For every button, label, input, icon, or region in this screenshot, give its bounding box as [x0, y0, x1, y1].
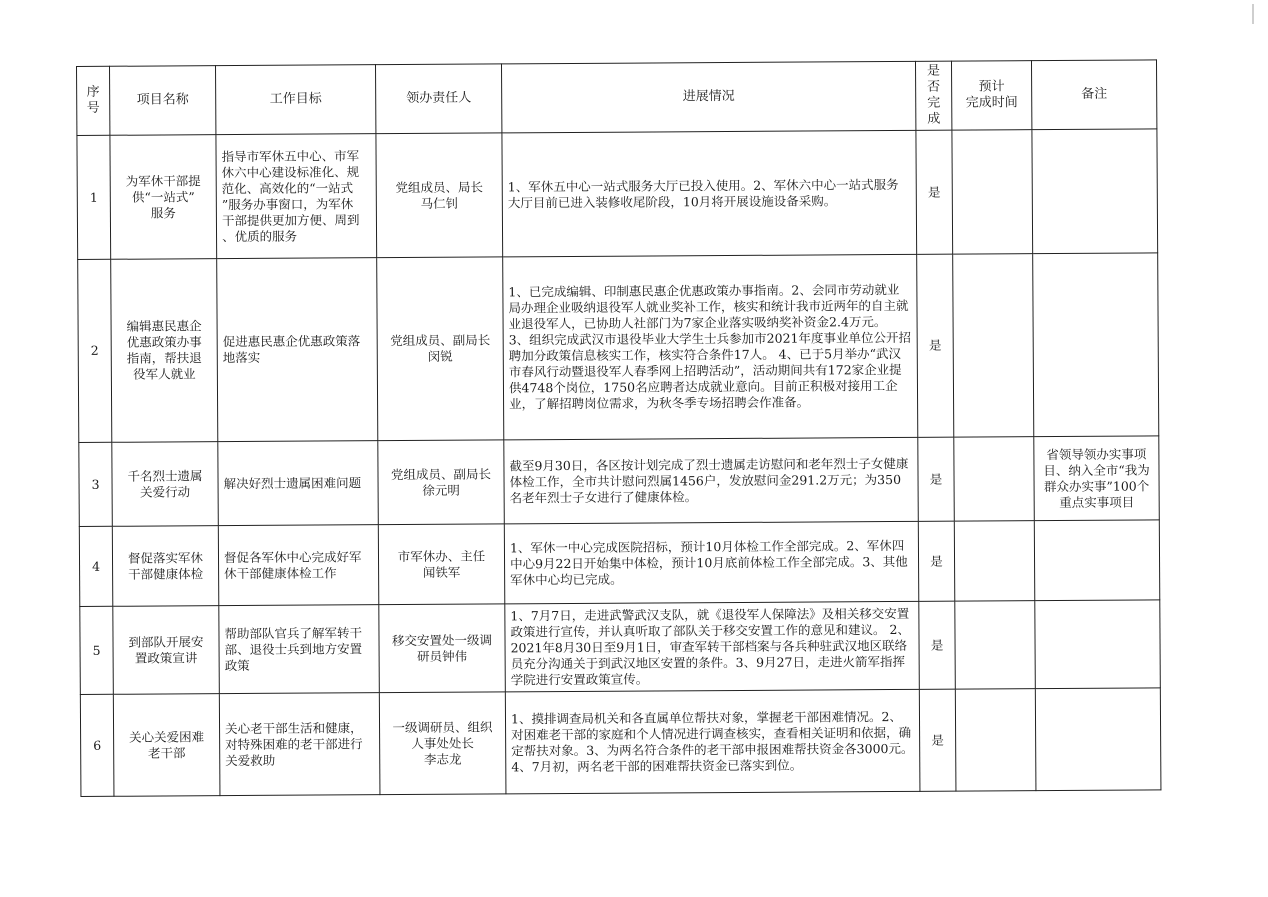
cell-done: 是: [918, 521, 954, 601]
cell-index: 5: [80, 606, 114, 694]
cell-leader: 市军休办、主任 闻铁军: [378, 524, 504, 605]
table-row: [79, 436, 1159, 527]
table-row: [79, 520, 1159, 607]
cell-done: 是: [916, 130, 953, 254]
cell-index: 6: [80, 694, 114, 796]
cell-index: 1: [77, 135, 111, 259]
cell-progress: 1、军休一中心完成医院招标，预计10月体检工作全部完成。2、军休四中心9月22日开始集中体检，预计10月底前体检工作全部完成。3、其他军休中心均已完成。: [504, 521, 918, 604]
cell-leader: 移交安置处一级调 研员钟伟: [379, 604, 506, 693]
cell-project: 编辑惠民惠企 优惠政策办事 指南，帮扶退 役军人就业: [111, 259, 218, 443]
table-row: [78, 253, 1159, 443]
header-note: 备注: [1031, 60, 1156, 130]
cell-project: 到部队开展安 置政策宣讲: [113, 606, 220, 695]
cell-goal: 指导市军休五中心、市军 休六中心建设标准化、规 范化、高效化的“一站式 ”服务办事窗口，为军休 干部提供更加方便、周到 、优质的服务: [216, 134, 377, 259]
cell-progress: 1、已完成编辑、印制惠民惠企优惠政策办事指南。2、会同市劳动就业局办理企业吸纳退役军人就业奖补工作，核实和统计我市近两年的自主就业退役军人，已协助人社部门为7家企业落实吸纳奖补资金2.4万元。 3、组织完成武汉市退役毕业大学生士兵参加市2021年度事业单位公开招聘加分政策信息核实工作，核实符合条件17人。 4、已于5月举办“武汉市春风行动暨退役军人春季网上招聘活动”，活动期间共有172家企业提供4748个岗位，1750名应聘者达成就业意向。目前正积极对接用工企业，了解招聘岗位需求，为秋冬季专场招聘会作准备。: [503, 254, 918, 440]
cell-index: 2: [78, 259, 112, 442]
cell-progress: 1、7月7日，走进武警武汉支队，就《退役军人保障法》及相关移交安置政策进行宣传，并认真听取了部队关于移交安置工作的意见和建议。 2、2021年8月30日至9月1日，审查军转干部档案与各兵种驻武汉地区联络员充分沟通关于到武汉地区安置的条件。3、9月27日，走进火箭军指挥学院进行安置政策宣传。: [505, 601, 920, 692]
cell-leader: 党组成员、局长 马仁钊: [376, 133, 503, 258]
table-row: [77, 129, 1158, 260]
cell-done: 是: [917, 254, 954, 437]
cell-progress: 1、军休五中心一站式服务大厅已投入使用。2、军休六中心一站式服务大厅目前已进入装修收尾阶段，10月将开展设施设备采购。: [502, 130, 917, 257]
cell-project: 关心关爱困难 老干部: [113, 694, 220, 797]
cell-index: 3: [79, 442, 113, 526]
cell-eta: [953, 254, 1034, 437]
cell-eta: [955, 689, 1036, 791]
cell-note: [1033, 253, 1159, 437]
header-progress: 进展情况: [501, 61, 915, 133]
cell-note: 省领导领办实事项目、纳入全市“我为群众办实事”100个重点实事项目: [1034, 436, 1160, 521]
table-row: [80, 688, 1161, 797]
cell-eta: [955, 601, 1036, 689]
cell-project: 督促落实军休 干部健康体检: [112, 526, 218, 607]
cell-leader: 党组成员、副局长 徐元明: [378, 440, 505, 525]
cell-note: [1032, 129, 1158, 254]
header-goal: 工作目标: [216, 65, 376, 135]
scan-mark: [1252, 4, 1254, 24]
header-leader: 领办责任人: [375, 64, 501, 134]
cell-eta: [952, 130, 1033, 254]
table-row: [80, 600, 1161, 695]
cell-note: [1035, 600, 1161, 689]
cell-goal: 帮助部队官兵了解军转干 部、退役士兵到地方安置 政策: [219, 605, 380, 694]
cell-note: [1035, 688, 1161, 791]
cell-goal: 解决好烈士遗属困难问题: [218, 441, 379, 526]
cell-done: 是: [918, 437, 955, 521]
header-eta: 预计 完成时间: [951, 61, 1031, 130]
cell-eta: [954, 521, 1034, 601]
cell-progress: 截至9月30日，各区按计划完成了烈士遗属走访慰问和老年烈士子女健康体检工作，全市共计慰问烈属1456户，发放慰问金291.2万元；为350名老年烈士子女进行了健康体检。: [504, 437, 919, 524]
cell-goal: 促进惠民惠企优惠政策落 地落实: [217, 258, 378, 442]
header-project: 项目名称: [110, 66, 216, 136]
cell-goal: 督促各军休中心完成好军 休干部健康体检工作: [218, 525, 378, 606]
cell-done: 是: [919, 601, 956, 689]
cell-note: [1034, 520, 1159, 601]
header-row: [77, 60, 1157, 136]
cell-progress: 1、摸排调查局机关和各直属单位帮扶对象，掌握老干部困难情况。2、对困难老干部的家庭和个人情况进行调查核实，查看相关证明和依据，确定帮扶对象。3、为两名符合条件的老干部申报困难帮扶资金各3000元。4、7月初，两名老干部的困难帮扶资金已落实到位。: [505, 689, 920, 794]
header-index: 序号: [77, 66, 110, 135]
cell-eta: [954, 437, 1035, 521]
cell-leader: 一级调研员、组织 人事处处长 李志龙: [379, 692, 506, 795]
cell-project: 为军休干部提 供“一站式” 服务: [110, 135, 217, 260]
header-done: 是否 完成: [915, 61, 951, 130]
cell-done: 是: [919, 689, 956, 791]
cell-leader: 党组成员、副局长 闵锐: [377, 257, 504, 441]
task-table-sheet: [76, 59, 1161, 797]
task-table: [76, 59, 1161, 797]
cell-project: 千名烈士遗属 关爱行动: [112, 442, 219, 527]
cell-index: 4: [79, 526, 112, 606]
cell-goal: 关心老干部生活和健康， 对特殊困难的老干部进行 关爱救助: [219, 693, 380, 796]
